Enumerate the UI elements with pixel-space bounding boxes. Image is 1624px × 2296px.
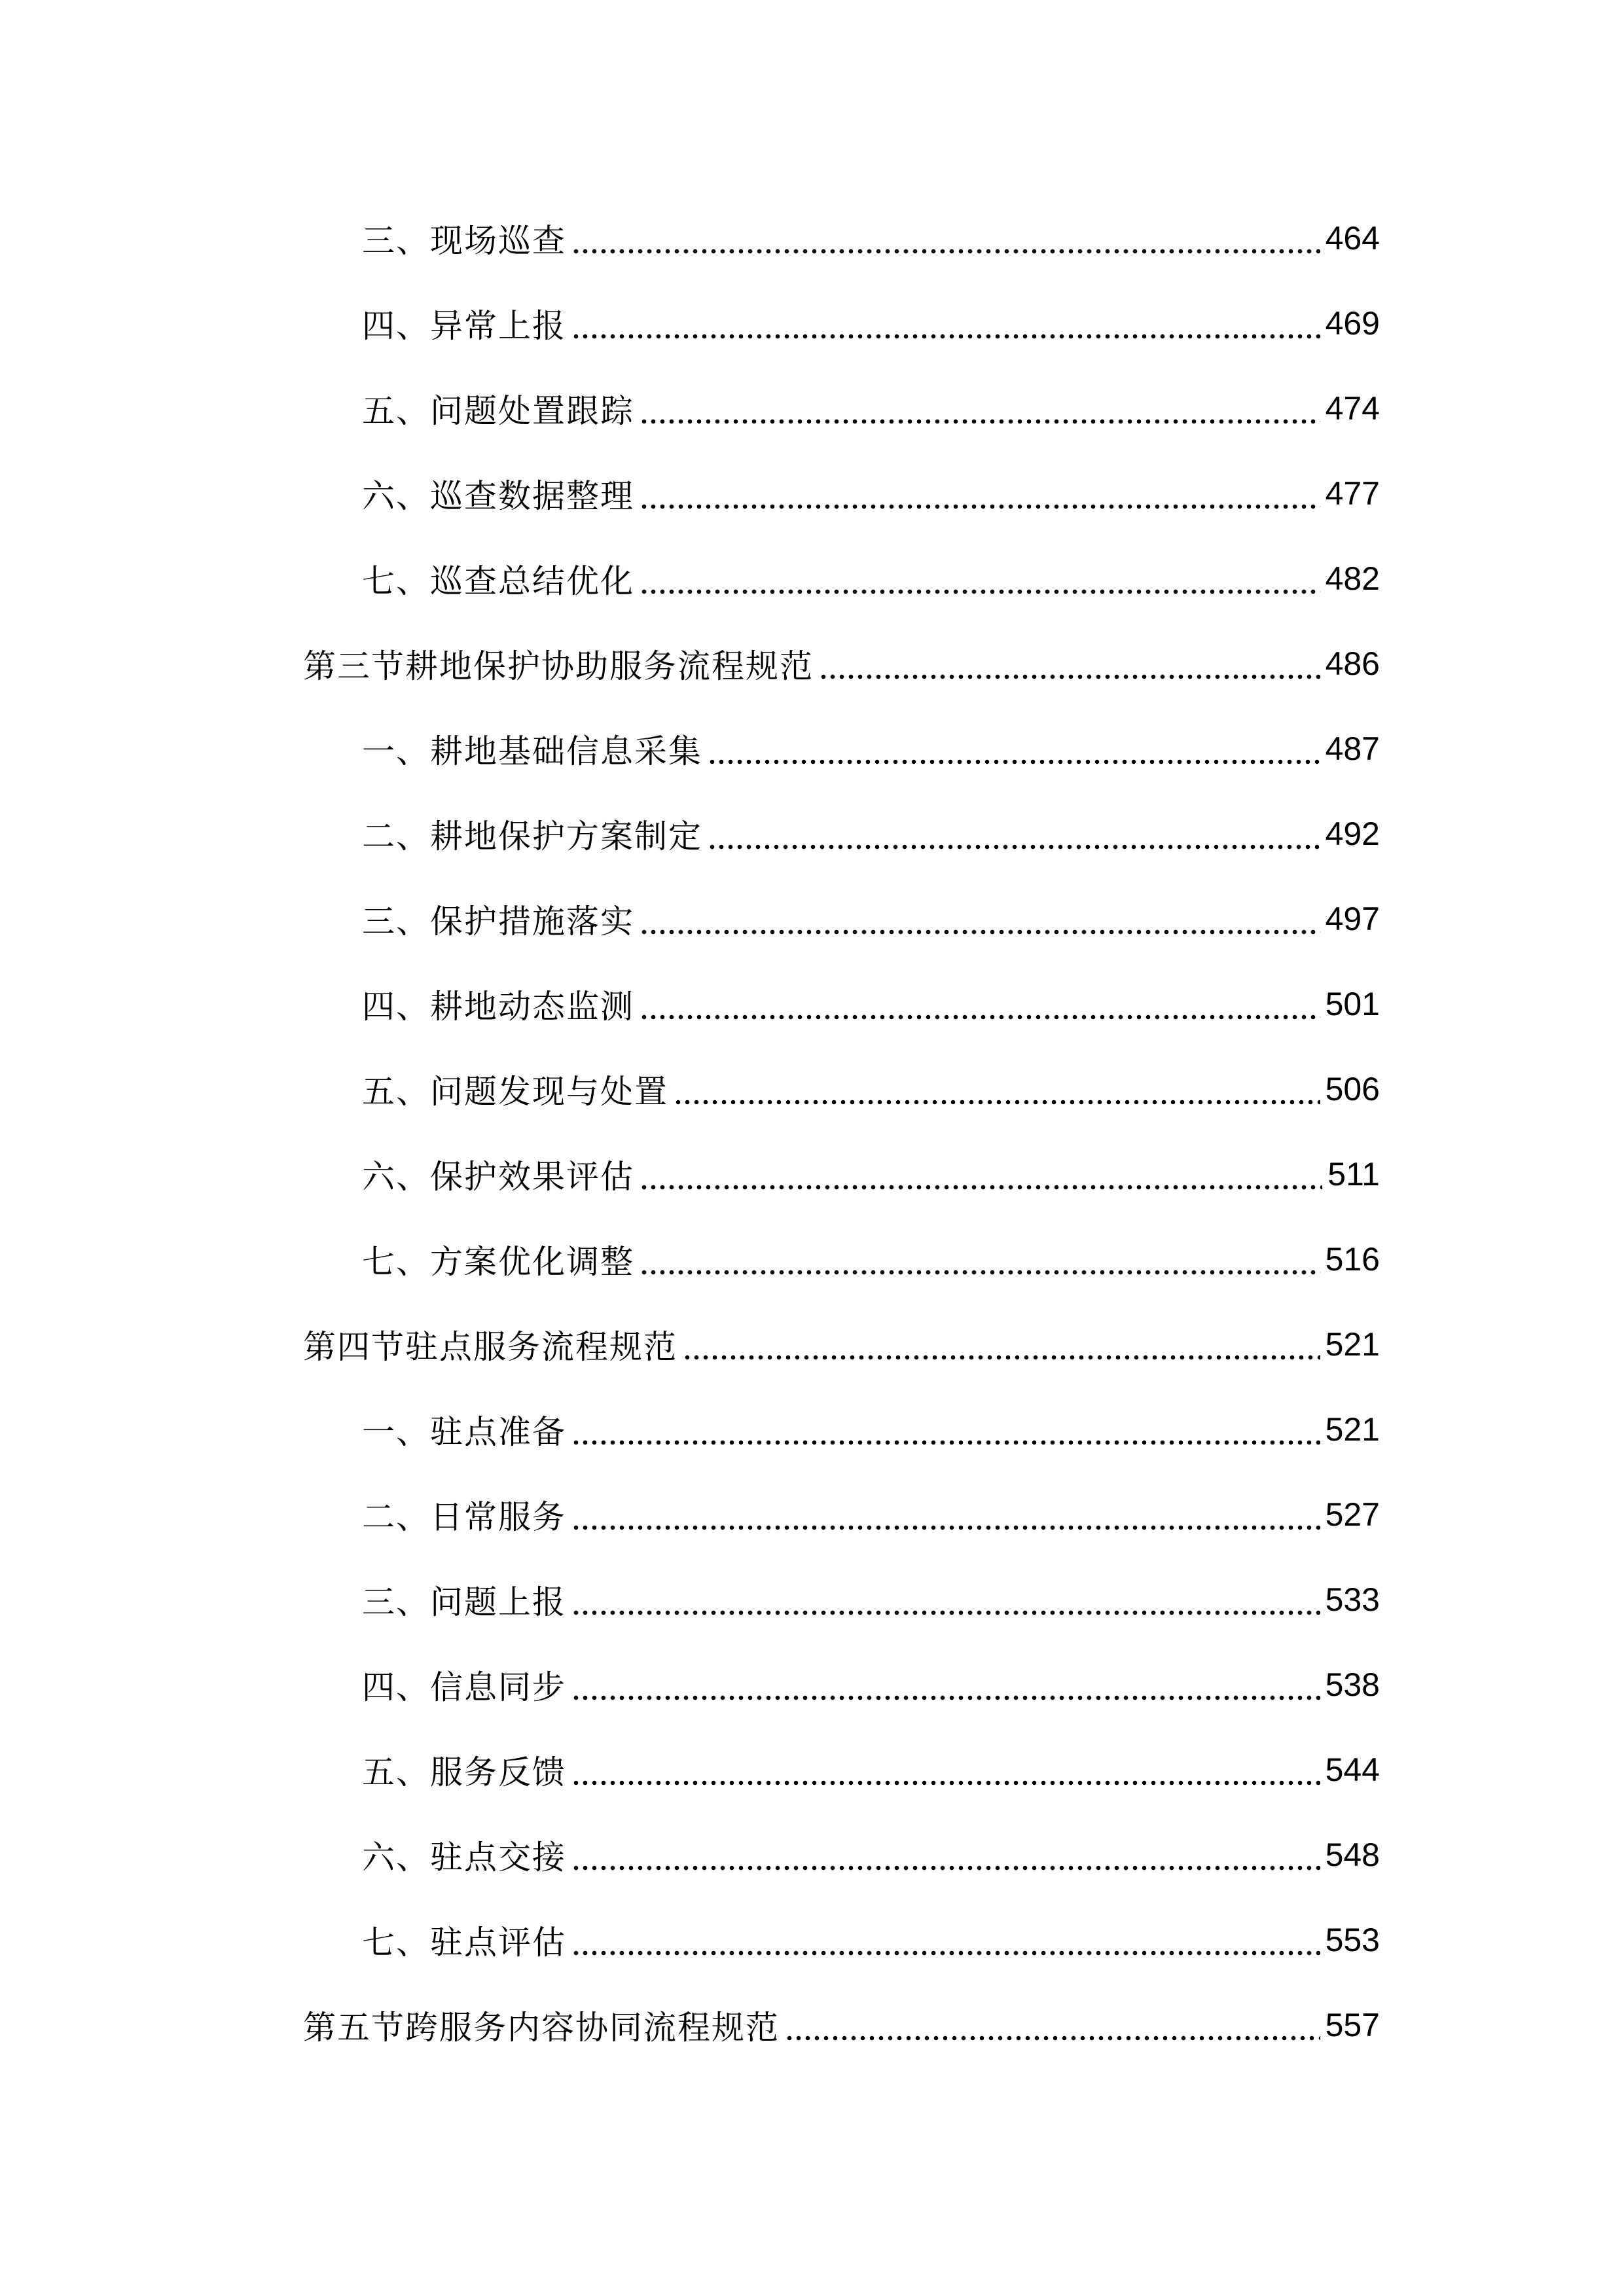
dot-leader <box>819 647 1320 680</box>
toc-entry-page-number: 544 <box>1325 1751 1380 1788</box>
dot-leader <box>571 1753 1320 1786</box>
toc-entry-page-number: 501 <box>1325 986 1380 1022</box>
toc-entry-title: 四、异常上报 <box>362 307 566 345</box>
toc-subsection-entry[interactable] <box>303 706 1380 791</box>
toc-entry-title: 一、耕地基础信息采集 <box>362 732 702 770</box>
toc-subsection-entry[interactable] <box>303 1472 1380 1557</box>
toc-subsection-entry[interactable] <box>303 451 1380 536</box>
toc-entry-page-number: 527 <box>1325 1496 1380 1533</box>
toc-subsection-entry[interactable] <box>303 1727 1380 1812</box>
dot-leader <box>571 1839 1320 1871</box>
toc-entry-page-number: 506 <box>1325 1071 1380 1107</box>
dot-leader <box>640 988 1320 1020</box>
toc-subsection-entry[interactable] <box>303 1217 1380 1302</box>
toc-entry-title: 二、耕地保护方案制定 <box>362 817 702 855</box>
toc-entry-title: 五、服务反馈 <box>362 1753 566 1791</box>
toc-entry-title: 第四节驻点服务流程规范 <box>303 1328 677 1366</box>
toc-entry-title: 七、方案优化调整 <box>362 1243 634 1281</box>
toc-entry-title: 四、耕地动态监测 <box>362 988 634 1026</box>
toc-entry-page-number: 497 <box>1325 901 1380 937</box>
dot-leader <box>571 1668 1320 1701</box>
toc-entry-title: 六、驻点交接 <box>362 1839 566 1876</box>
toc-entry-title: 五、问题处置跟踪 <box>362 392 634 430</box>
toc-entry-title: 七、巡查总结优化 <box>362 562 634 600</box>
toc-section-entry[interactable] <box>303 621 1380 706</box>
toc-entry-page-number: 464 <box>1325 220 1380 257</box>
dot-leader <box>708 732 1320 765</box>
toc-entry-page-number: 548 <box>1325 1837 1380 1873</box>
toc-subsection-entry[interactable] <box>303 791 1380 876</box>
toc-subsection-entry[interactable] <box>303 1812 1380 1897</box>
toc-entry-title: 二、日常服务 <box>362 1498 566 1536</box>
dot-leader <box>785 2009 1320 2041</box>
dot-leader <box>640 1243 1320 1276</box>
toc-entry-title: 三、保护措施落实 <box>362 903 634 941</box>
toc-entry-page-number: 521 <box>1325 1411 1380 1448</box>
toc-subsection-entry[interactable] <box>303 1642 1380 1727</box>
toc-subsection-entry[interactable] <box>303 536 1380 621</box>
toc-entry-page-number: 469 <box>1325 305 1380 342</box>
dot-leader <box>571 1413 1320 1446</box>
dot-leader <box>571 307 1320 340</box>
toc-subsection-entry[interactable] <box>303 1047 1380 1132</box>
toc-subsection-entry[interactable] <box>303 281 1380 366</box>
toc-entry-page-number: 477 <box>1325 475 1380 512</box>
toc-entry-page-number: 487 <box>1325 730 1380 767</box>
toc-entry-title: 第五节跨服务内容协同流程规范 <box>303 2009 780 2047</box>
dot-leader <box>640 1158 1322 1191</box>
toc-subsection-entry[interactable] <box>303 366 1380 451</box>
toc-entry-title: 三、现场巡查 <box>362 222 566 260</box>
toc-entry-title: 七、驻点评估 <box>362 1924 566 1962</box>
toc-entry-title: 四、信息同步 <box>362 1668 566 1706</box>
dot-leader <box>571 222 1320 255</box>
toc-subsection-entry[interactable] <box>303 1132 1380 1217</box>
dot-leader <box>571 1498 1320 1531</box>
toc-subsection-entry[interactable] <box>303 1387 1380 1472</box>
toc-entry-page-number: 511 <box>1327 1156 1380 1193</box>
toc-entry-page-number: 492 <box>1325 816 1380 852</box>
toc-entry-title: 第三节耕地保护协助服务流程规范 <box>303 647 814 685</box>
toc-entry-page-number: 553 <box>1325 1922 1380 1958</box>
toc-entry-title: 五、问题发现与处置 <box>362 1073 668 1111</box>
dot-leader <box>640 392 1320 425</box>
dot-leader <box>571 1583 1320 1616</box>
toc-entry-page-number: 557 <box>1325 2007 1380 2043</box>
toc-entry-page-number: 521 <box>1325 1326 1380 1363</box>
dot-leader <box>708 817 1320 850</box>
toc-entry-page-number: 533 <box>1325 1581 1380 1618</box>
dot-leader <box>640 477 1320 510</box>
toc-subsection-entry[interactable] <box>303 961 1380 1047</box>
toc-subsection-entry[interactable] <box>303 196 1380 281</box>
toc-section-entry[interactable] <box>303 1982 1380 2068</box>
toc-section-entry[interactable] <box>303 1302 1380 1387</box>
dot-leader <box>640 903 1320 935</box>
toc-entry-title: 三、问题上报 <box>362 1583 566 1621</box>
toc-entry-page-number: 538 <box>1325 1666 1380 1703</box>
table-of-contents <box>303 196 1380 2068</box>
toc-entry-title: 一、驻点准备 <box>362 1413 566 1451</box>
dot-leader <box>683 1328 1320 1361</box>
toc-subsection-entry[interactable] <box>303 876 1380 961</box>
toc-subsection-entry[interactable] <box>303 1557 1380 1642</box>
dot-leader <box>674 1073 1320 1105</box>
toc-entry-title: 六、巡查数据整理 <box>362 477 634 515</box>
toc-entry-page-number: 516 <box>1325 1241 1380 1278</box>
toc-entry-page-number: 482 <box>1325 560 1380 597</box>
toc-subsection-entry[interactable] <box>303 1897 1380 1982</box>
dot-leader <box>571 1924 1320 1956</box>
toc-entry-title: 六、保护效果评估 <box>362 1158 634 1196</box>
toc-entry-page-number: 474 <box>1325 390 1380 427</box>
toc-entry-page-number: 486 <box>1325 645 1380 682</box>
dot-leader <box>640 562 1320 595</box>
